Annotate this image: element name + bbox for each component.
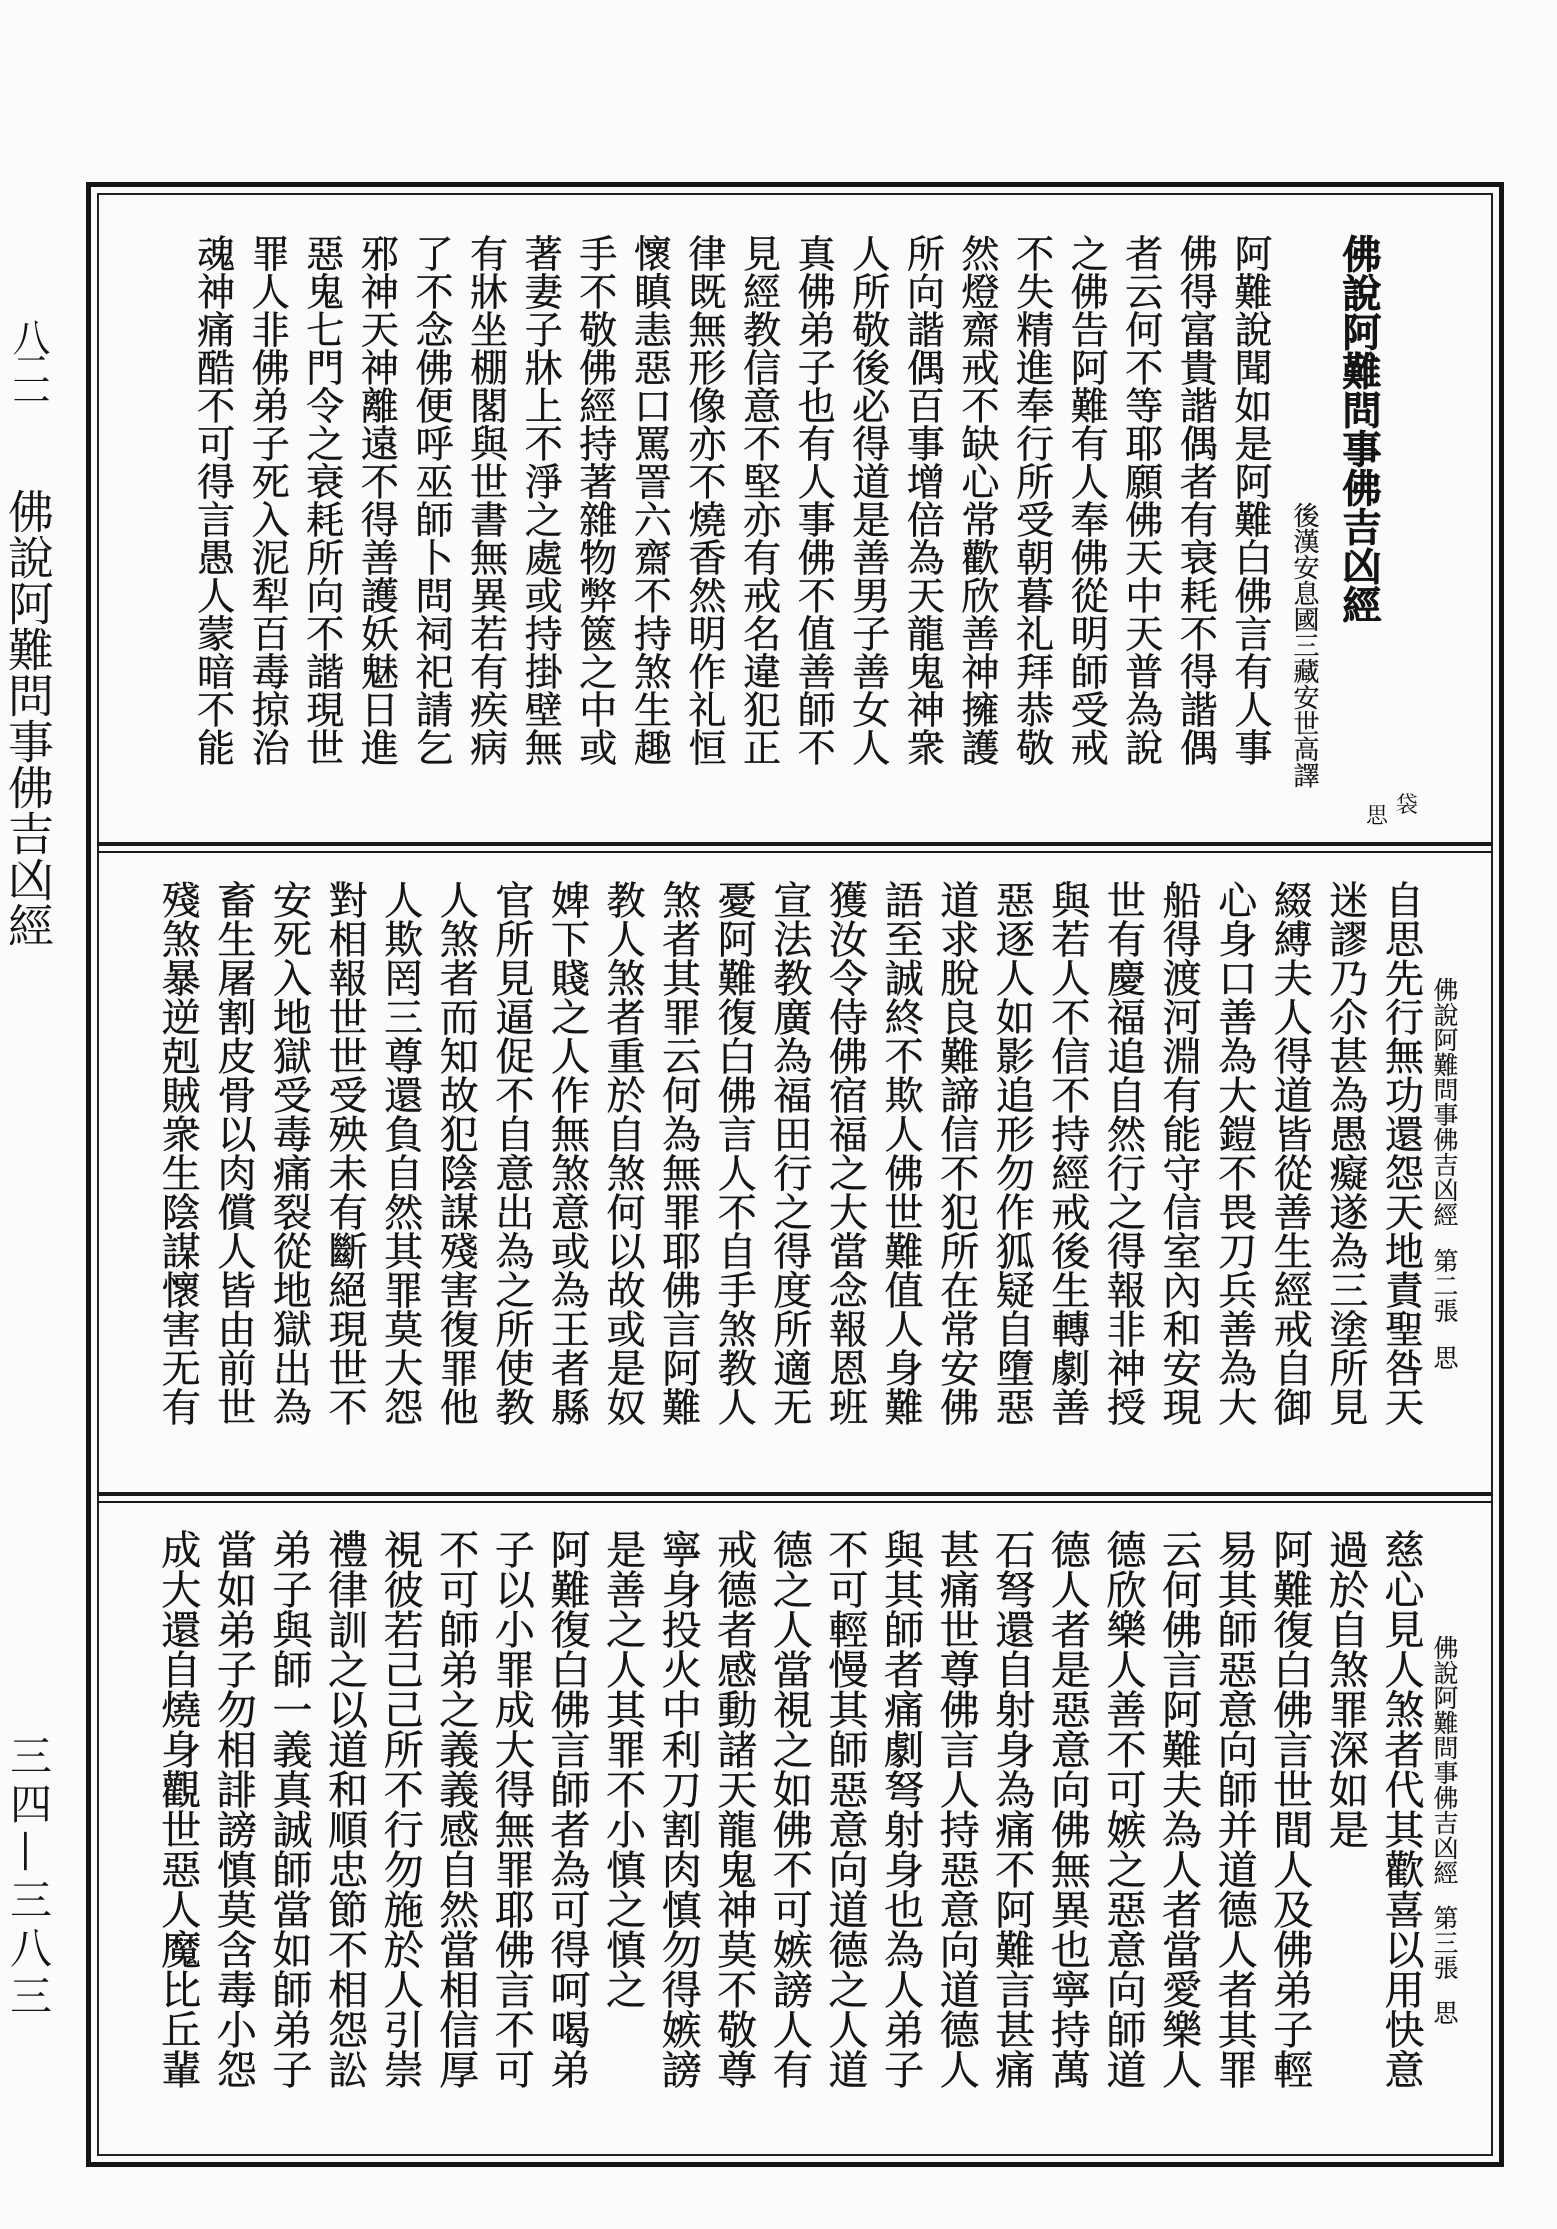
text-column: 憂阿難復白佛言人不自手煞教人 [711,880,757,1426]
text-column: 見經教信意不堅亦有戒名違犯正 [736,234,781,766]
sutra-title: 佛說阿難問事佛吉凶經 [1336,234,1382,624]
translator-line: 後漢安息國三藏安世高譯 [1289,502,1319,788]
text-column: 易其師惡意向師并道德人者其罪 [1211,1529,1258,2089]
text-column: 宣法教廣為福田行之得度所適无 [766,880,812,1426]
text-column: 云何佛言阿難夫為人者當愛樂人 [1155,1529,1202,2089]
text-column: 有牀坐棚閣與世書無異若有疾病 [463,234,508,766]
text-column: 戒德者感動諸天龍鬼神莫不敬尊 [710,1529,757,2089]
text-column: 阿難復白佛言師者為可得呵喝弟 [544,1529,590,2089]
text-column: 著妻子牀上不淨之處或持掛壁無 [518,234,563,766]
text-column: 手不敬佛經持著雜物弊篋之中或 [572,234,617,766]
text-column: 德之人當視之如佛不可嫉謗人有 [766,1529,813,2089]
text-column: 道求脫良難諦信不犯所在常安佛 [933,880,979,1426]
text-column: 者云何不等耶願佛天中天普為說 [1118,234,1163,766]
sheet-header-title: 佛說阿難問事佛吉凶經 [1430,1635,1459,1885]
text-column: 成大還自燒身觀世惡人魔比丘輩 [154,1529,201,2089]
text-column: 語至誠終不欺人佛世難值人身難 [878,880,924,1426]
panel-2 [99,855,1493,1492]
text-column: 佛得富貴諧偶者有衰耗不得諧偶 [1173,234,1218,766]
text-column: 是善之人其罪不小慎之慎之 [599,1529,646,2009]
text-column: 對相報世世受殃未有斷絕現世不 [322,880,368,1426]
text-column: 阿難說聞如是阿難白佛言有人事 [1228,234,1272,766]
sheet-header-title: 佛說阿難問事佛吉凶經 [1430,977,1459,1227]
text-column: 了不念佛便呼巫師卜問祠祀請乞 [409,234,453,766]
panel-1 [99,195,1493,842]
margin-volume-page: 三四—三八三 [4,1734,53,2022]
text-column: 殘煞暴逆剋賊衆生陰謀懷害无有 [155,880,201,1426]
text-column: 教人煞者重於自煞何以故或是奴 [600,880,646,1426]
text-column: 然燈齋戒不缺心常歡欣善神擁護 [955,234,999,766]
text-column: 安死入地獄受毒痛裂從地獄出為 [266,880,312,1426]
margin-sutra-title: 佛說阿難問事佛吉凶經 [1,488,55,948]
text-column: 阿難復白佛言世間人及佛弟子輕 [1266,1529,1313,2089]
text-column: 所向諧偶百事增倍為天龍鬼神衆 [900,234,945,766]
text-column: 獲汝令侍佛宿福之大當念報恩班 [822,880,868,1426]
text-column: 石弩還自射身為痛不阿難言甚痛 [988,1529,1035,2089]
text-column: 惡逐人如影追形勿作狐疑自墮惡 [989,880,1035,1426]
text-column: 弟子與師一義真誠師當如師弟子 [266,1529,312,2089]
text-column: 當如弟子勿相誹謗慎莫含毒小怨 [210,1529,257,2089]
text-column: 德人者是惡意向佛無異也寧持萬 [1044,1529,1091,2089]
text-column: 惡鬼七門令之衰耗所向不諧現世 [299,234,344,766]
text-column: 甚痛世尊佛言人持惡意向道德人 [933,1529,980,2089]
text-column: 迷謬乃尒甚為愚癡遂為三塗所見 [1322,880,1368,1426]
text-column: 子以小罪成大得無罪耶佛言不可 [488,1529,535,2089]
text-column: 不可師弟之義義感自然當相信厚 [432,1529,479,2089]
text-column: 慈心見人煞者代其歡喜以用快意 [1378,1529,1424,2089]
text-column: 與其師者痛劇弩射身也為人弟子 [877,1529,924,2089]
text-column: 畜生屠割皮骨以肉償人皆由前世 [210,880,256,1426]
text-column: 邪神天神離遠不得善護妖魅日進 [354,234,399,766]
sheet-number: 第三張 [1430,1905,1459,1980]
text-column: 與若人不信不持經戒後生轉劇善 [1044,880,1090,1426]
panel-divider [97,851,1493,853]
text-column: 人欺罔三尊還負自然其罪莫大怨 [377,880,423,1426]
text-column: 懷瞋恚惡口罵詈六齋不持煞生趣 [627,234,672,766]
text-column: 視彼若己己所不行勿施於人引崇 [377,1529,424,2089]
text-column: 自思先行無功還怨天地責聖咎天 [1378,880,1424,1426]
text-column: 綴縛夫人得道皆從善生經戒自御 [1267,880,1313,1426]
margin-page-number: 八二一 [6,318,50,414]
text-column: 人所敬後必得道是善男子善女人 [845,234,890,766]
volume-mark: 思 [1366,804,1389,829]
text-column: 官所見逼促不自意出為之所使教 [488,880,534,1426]
panel-divider [97,1492,1493,1496]
text-column: 禮律訓之以道和順忠節不相怨訟 [321,1529,368,2089]
text-column: 律既無形像亦不燒香然明作礼恒 [682,234,726,766]
panel-3 [99,1503,1493,2156]
text-column: 寧身投火中利刀割肉慎勿得嫉謗 [655,1529,702,2089]
sheet-mark: 思 [1430,1345,1459,1370]
text-column: 世有慶福追自然行之得報非神授 [1100,880,1146,1426]
text-column: 心身口善為大鎧不畏刀兵善為大 [1211,880,1257,1426]
text-column: 之佛告阿難有人奉佛從明師受戒 [1064,234,1109,766]
sheet-number: 第二張 [1430,1248,1459,1323]
text-column: 船得渡河淵有能守信室內和安現 [1156,880,1202,1426]
panel-divider [97,842,1493,846]
text-column: 不失精進奉行所受朝暮礼拜恭敬 [1009,234,1054,766]
sheet-mark: 思 [1430,2000,1459,2025]
text-column: 真佛弟子也有人事佛不值善師不 [791,234,836,766]
text-column: 德欣樂人善不可嫉之惡意向師道 [1100,1529,1146,2089]
text-column: 不可輕慢其師惡意向道德之人道 [822,1529,868,2089]
text-column: 婢下賤之人作無煞意或為王者縣 [544,880,590,1426]
volume-mark-extra: 袋 [1396,793,1419,818]
text-column: 罪人非佛弟子死入泥犁百毒掠治 [245,234,290,766]
text-column: 過於自煞罪深如是 [1322,1529,1369,1849]
text-column: 煞者其罪云何為無罪耶佛言阿難 [655,880,701,1426]
text-column: 人煞者而知故犯陰謀殘害復罪他 [433,880,479,1426]
text-column: 魂神痛酷不可得言愚人蒙暗不能 [190,234,235,766]
